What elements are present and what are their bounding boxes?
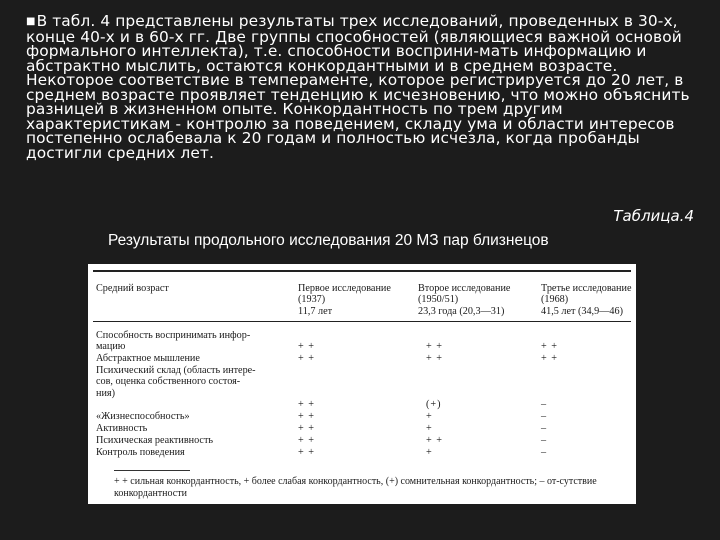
row-label: Абстрактное мышление [96, 353, 200, 364]
header-col1-line: 11,7 лет [298, 305, 333, 317]
table-label: Таблица.4 [613, 207, 694, 225]
header-col2 [418, 283, 510, 317]
cell-col3: + + [541, 353, 559, 364]
header-col1-line: Первое исследование [298, 283, 391, 294]
row-label: Способность воспринимать инфор- [96, 330, 251, 341]
cell-col2: + [426, 423, 433, 434]
header-label [96, 283, 169, 294]
paragraph-text: В табл. 4 представлены результаты трех исследований, проведенных в 30-х, конце 40-х и в 60-х гг. Две группы способностей (являющиеся важной основой формального интеллекта), т.е. способности восприни-мать информацию и абстрактно мыслить, остаются конкордантными и в среднем возрасте. Некоторое соответствие в темпераменте, которое регистрируется до 20 лет, в среднем возрасте проявляет тенденцию к исчезновению, что можно объяснить разницей в жизненном опыте. Конкордантность по трем другим характеристикам - контролю за поведением, складу ума и области интересов постепенно ослабевала к 20 годам и полностью исчезла, когда пробанды достигли средних лет. [26, 12, 690, 162]
header-label-text: Средний возраст [96, 283, 169, 294]
table-top-rule [93, 270, 631, 272]
header-col2-line: Второе исследование [418, 283, 511, 294]
data-table [88, 264, 636, 504]
row-label: ния) [96, 387, 115, 399]
row-label: Контроль поведения [96, 447, 185, 458]
header-col2-line: (1950/51) [418, 294, 459, 306]
header-col2-line: 23,3 года (20,3—31) [418, 305, 505, 317]
header-col1 [298, 283, 391, 317]
cell-col1: + + [298, 447, 316, 458]
header-col1-line: (1937) [298, 294, 326, 306]
cell-col3: – [541, 435, 548, 446]
header-col3-line: 41,5 лет (34,9—46) [541, 305, 623, 317]
cell-col1: + + [298, 411, 316, 422]
table-caption: Результаты продольного исследования 20 МЗ пар близнецов [108, 232, 549, 249]
cell-col1: + + [298, 423, 316, 434]
row-label: мацию [96, 341, 126, 353]
cell-col2: + [426, 411, 433, 422]
cell-col3: – [541, 411, 548, 422]
cell-col1: + + [298, 435, 316, 446]
cell-col3: – [541, 447, 548, 458]
body-paragraph [26, 14, 702, 160]
cell-col1: + + [298, 353, 316, 364]
cell-col3: + + [541, 341, 559, 352]
row-label: сов, оценка собственного состоя- [96, 376, 241, 388]
cell-col2: (+) [426, 399, 442, 410]
cell-col2: + + [426, 435, 444, 446]
header-col3-line: (1968) [541, 294, 569, 306]
header-col3-line: Третье исследование [541, 283, 632, 294]
cell-col2: + + [426, 353, 444, 364]
cell-col3: – [541, 399, 548, 410]
cell-col1: + + [298, 341, 316, 352]
table-footnote: + + сильная конкордантность, + более слабая конкордантность, (+) сомнительная конкордантность; – от-сутствие конкордантности [114, 476, 597, 499]
row-label: «Жизнеспособность» [96, 411, 190, 422]
bullet-icon: ■ [26, 16, 36, 27]
cell-col2: + + [426, 341, 444, 352]
row-label: Психический склад (область интере- [96, 365, 256, 376]
cell-col3: – [541, 423, 548, 434]
row-label: Активность [96, 423, 148, 434]
cell-col1: + + [298, 399, 316, 410]
header-rule [93, 321, 631, 322]
cell-col2: + [426, 447, 433, 458]
row-label: Психическая реактивность [96, 435, 214, 446]
header-col3 [541, 283, 631, 317]
footnote-rule [114, 470, 190, 471]
